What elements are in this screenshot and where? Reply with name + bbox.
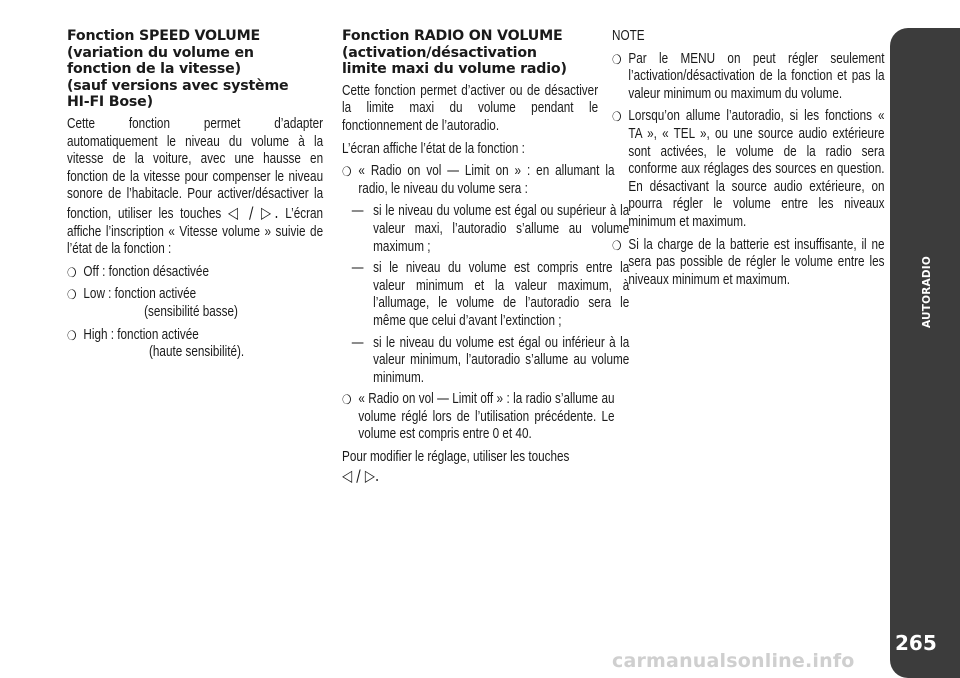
heading-line: (activation/désactivation	[342, 44, 537, 61]
list-item	[612, 51, 884, 104]
dash-item	[342, 335, 629, 388]
dash-item	[342, 260, 629, 330]
list-item-label: Si la charge de la batterie est insuffisante, il ne sera pas possible de régler le volume entre les niveaux minimum et maximum.	[628, 236, 885, 288]
bullet-icon: ❍	[342, 392, 352, 408]
list-item-sub: (haute sensibilité).	[149, 344, 245, 361]
heading-line: Fonction RADIO ON VOLUME	[342, 28, 563, 44]
heading-radio-on-volume	[342, 28, 598, 78]
paragraph-text: Pour modifier le réglage, utiliser les touches	[342, 449, 570, 466]
paragraph-modify	[342, 449, 598, 486]
heading-line: (variation du volume en	[67, 44, 254, 61]
list-item	[612, 108, 884, 231]
list-item	[67, 327, 339, 362]
dash-icon: —	[351, 334, 364, 351]
list-item-label: Par le MENU on peut régler seulement l’activation/désactivation de la fonction et pas la valeur minimum ou maximum du volume.	[628, 50, 885, 102]
heading-line: fonction de la vitesse)	[67, 61, 241, 78]
bullet-icon: ❍	[342, 164, 352, 180]
dash-item-text: si le niveau du volume est compris entre la valeur minimum et la valeur maximum, à l’allumage, le volume de l’autoradio sera le même que celui d’avant l’extinction ;	[373, 260, 630, 329]
paragraph-status: L’écran affiche l’état de la fonction :	[342, 140, 525, 157]
paragraph-speed-volume	[67, 116, 323, 259]
heading-line: Fonction SPEED VOLUME	[67, 28, 260, 44]
arrow-keys-icon: ◁ / ▷.	[227, 202, 279, 222]
dash-icon: —	[351, 260, 364, 277]
dash-icon: —	[351, 203, 364, 220]
bullet-icon: ❍	[67, 264, 77, 280]
heading-line: limite maxi du volume radio)	[342, 61, 567, 78]
section-tab-label: AUTORADIO	[921, 256, 933, 328]
column-note	[612, 28, 885, 294]
bullet-icon: ❍	[67, 287, 77, 303]
list-item	[612, 237, 884, 290]
dash-item	[342, 203, 629, 256]
bullet-icon: ❍	[612, 109, 622, 125]
bullet-icon: ❍	[612, 51, 622, 67]
watermark: carmanualsonline.info	[612, 650, 855, 672]
list-item	[342, 391, 614, 444]
list-item-label: « Radio on vol — Limit on » : en allumant la radio, le niveau du volume sera :	[358, 163, 615, 197]
paragraph-text: L’écran affiche l’inscription « Vitesse volume » suivie de l’état de la fonction :	[67, 205, 324, 258]
bullet-icon: ❍	[612, 237, 622, 253]
list-item-label: Off : fonction désactivée	[83, 263, 209, 280]
list-item	[67, 286, 339, 321]
heading-line: HI-FI Bose)	[67, 94, 153, 111]
section-tab	[890, 28, 960, 678]
list-item	[342, 163, 614, 198]
page-number: 265	[895, 631, 937, 655]
list-item-label: Lorsqu’on allume l’autoradio, si les fonctions « TA », « TEL », ou une source audio extérieure sont activées, le volume de la radio sera conforme aux réglages des sources en question. En désactivant la source audio extérieure, on pourra régler le volume entre les niveaux minimum et maximum.	[628, 108, 885, 230]
column-speed-volume	[67, 28, 323, 367]
arrow-keys-icon: ◁ / ▷.	[342, 465, 380, 485]
paragraph-text: Cette fonction permet d’adapter automatiquement le niveau du volume à la vitesse de la voiture, avec une hausse en fonction de la vitesse pour compenser le niveau sonore de l’habitacle. Pour activer/désactiver la fonction, utiliser les touches	[67, 115, 324, 222]
list-item-label: Low : fonction activée	[83, 286, 197, 303]
list-item	[67, 264, 339, 282]
dash-item-text: si le niveau du volume est égal ou supérieur à la valeur maxi, l’autoradio s’allume au volume maximum ;	[373, 203, 630, 255]
note-label: NOTE	[612, 28, 645, 44]
dash-item-text: si le niveau du volume est égal ou inférieur à la valeur minimum, l’autoradio s’allume au volume minimum.	[373, 334, 630, 386]
bullet-icon: ❍	[67, 327, 77, 343]
list-item-label: « Radio on vol — Limit off » : la radio s’allume au volume réglé lors de l’utilisation précédente. Le volume est compris entre 0 et 40.	[358, 391, 615, 443]
paragraph-radio-on-volume: Cette fonction permet d’activer ou de désactiver la limite maxi du volume pendant le fonctionnement de l’autoradio.	[342, 82, 599, 134]
list-item-sub: (sensibilité basse)	[144, 303, 238, 320]
heading-speed-volume	[67, 28, 323, 111]
heading-line: (sauf versions avec système	[67, 77, 289, 94]
list-item-label: High : fonction activée	[83, 326, 199, 343]
